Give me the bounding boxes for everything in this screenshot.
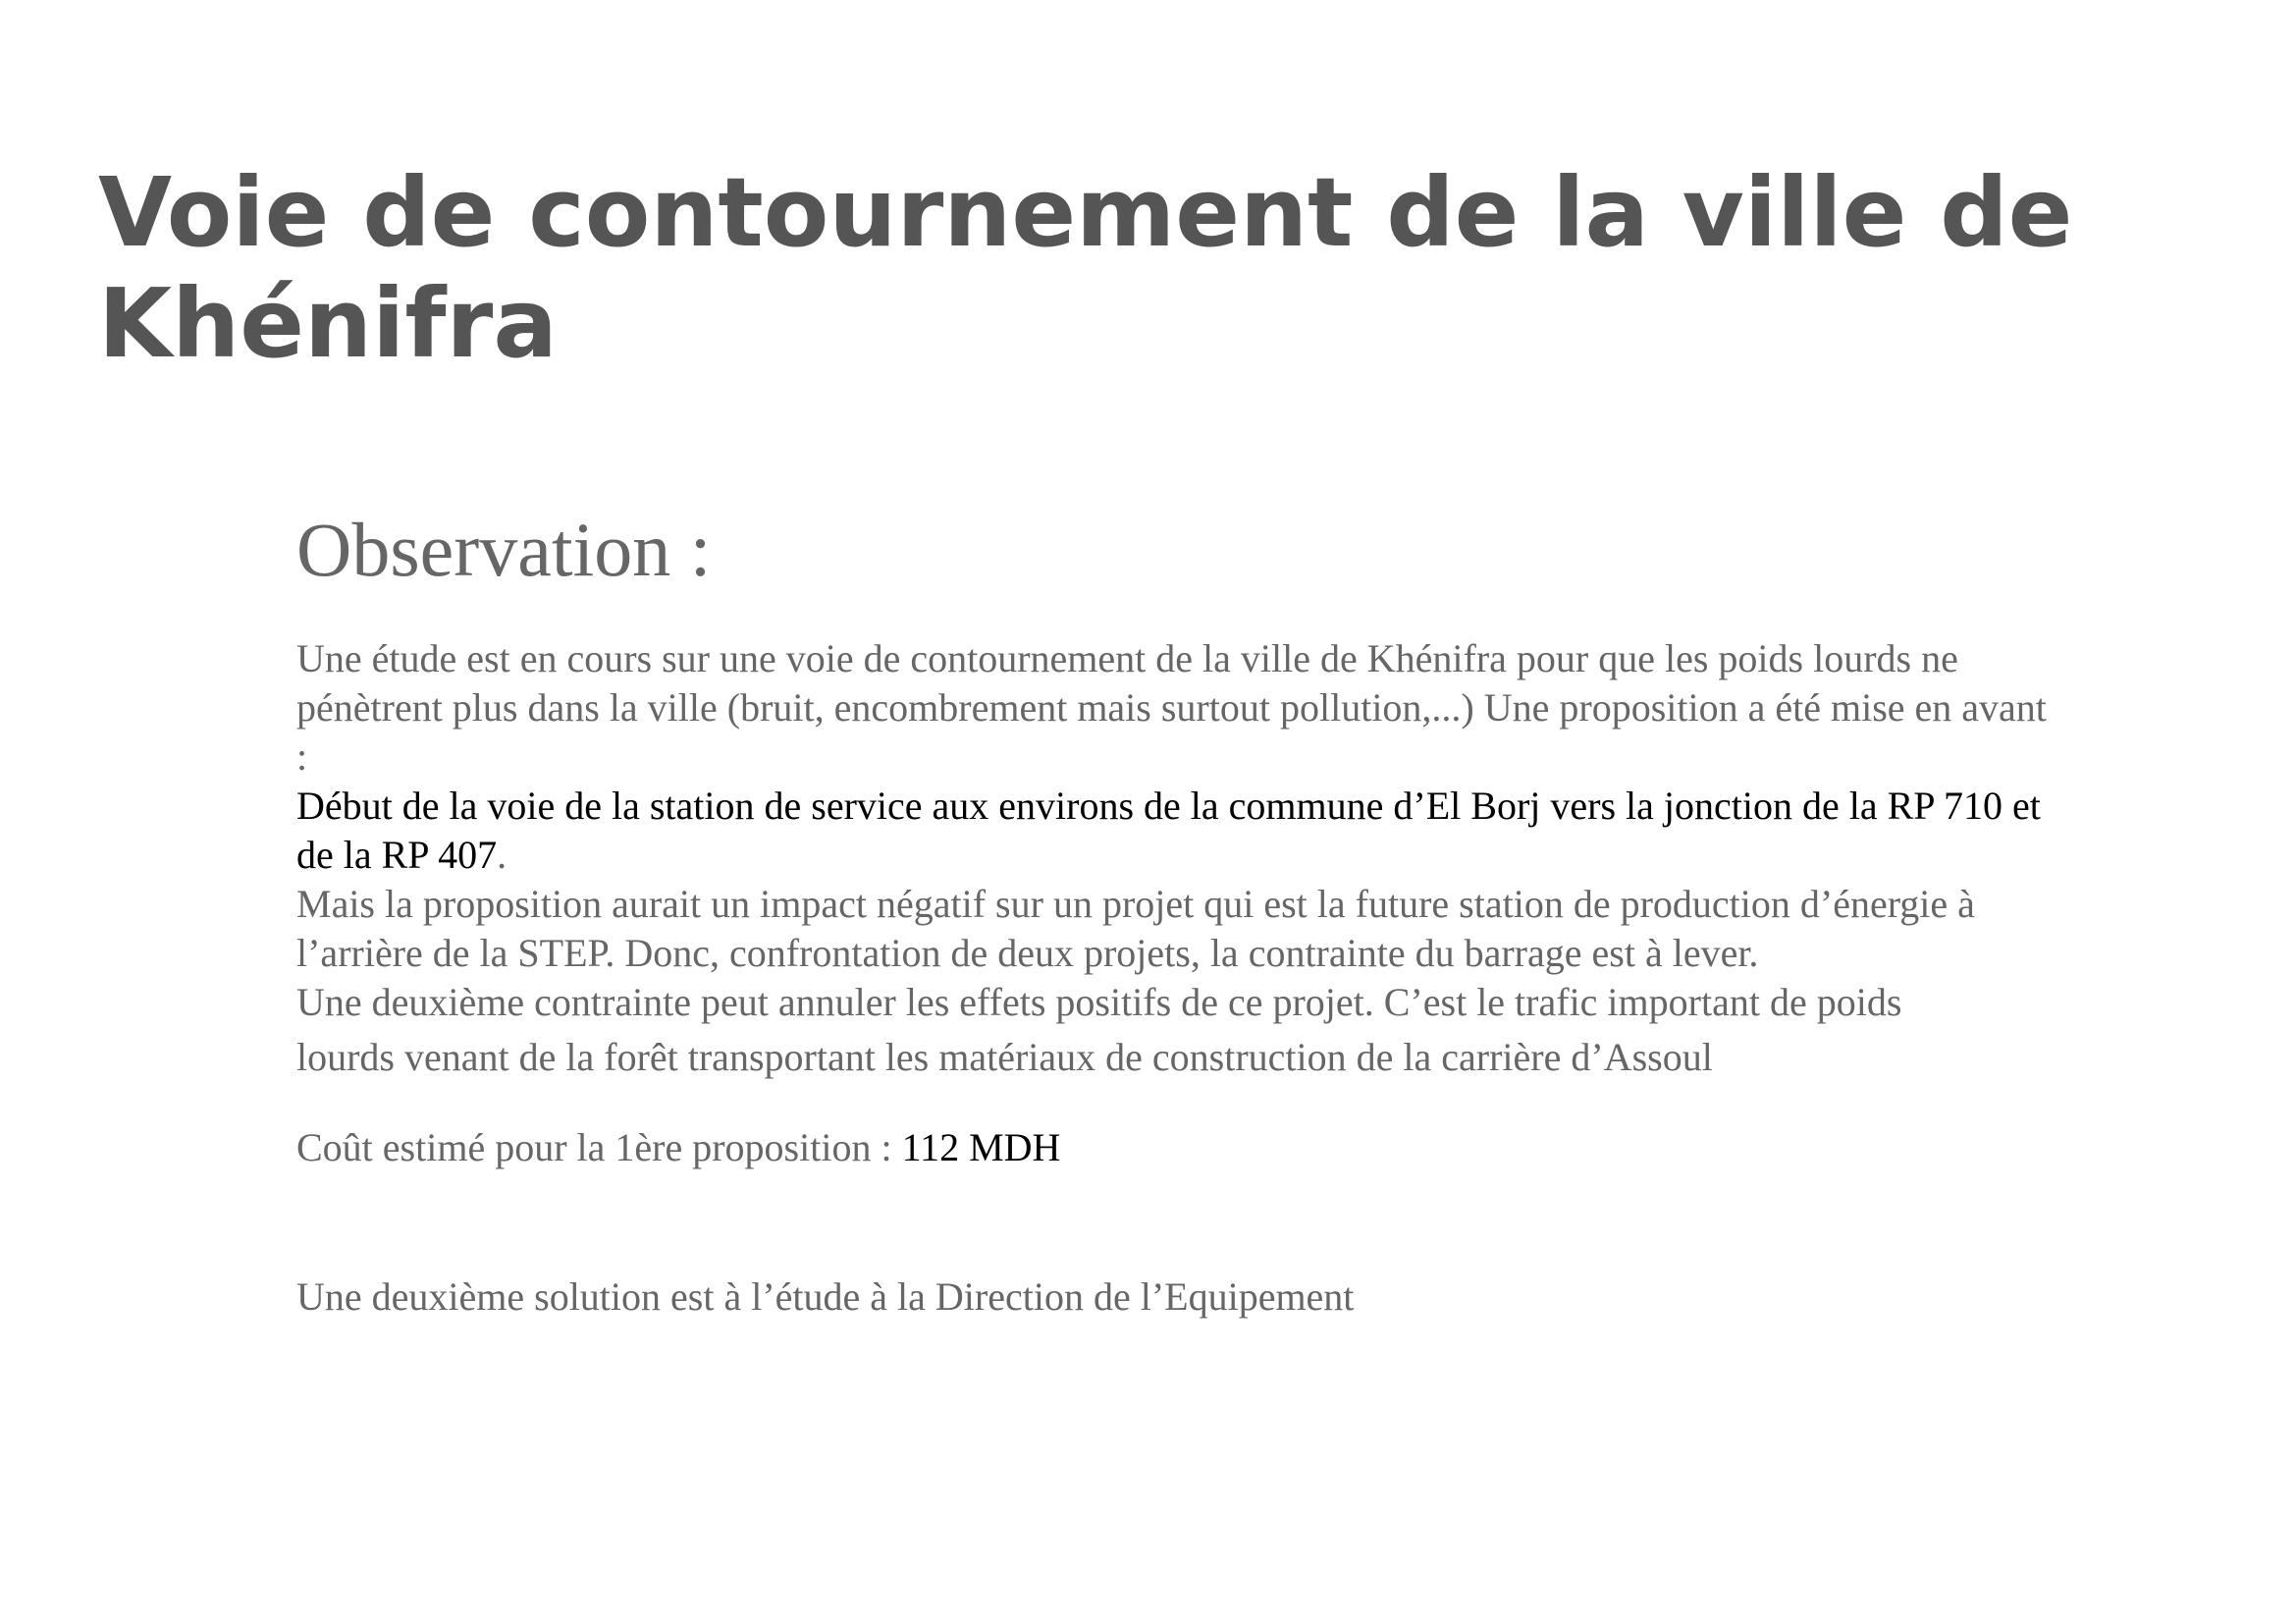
intro-paragraph — [296, 634, 2063, 782]
second-solution-paragraph — [296, 1272, 2063, 1322]
slide-title: Voie de contournement de la ville de Khénifra — [98, 157, 2073, 379]
observation-section — [296, 501, 2063, 1322]
impact-paragraph — [296, 880, 2063, 978]
intro-text: Une étude est en cours sur une voie de contournement de la ville de Khénifra pour que les poids lourds ne pénètrent plus dans la ville (bruit, encombrement mais surtout pollution,...) Une proposition a été mise en avant : — [296, 636, 2047, 779]
proposal-text: Début de la voie de la station de service aux environs de la commune d’El Borj vers la jonction de la RP 710 et de la RP 407 — [296, 784, 2041, 877]
proposal-paragraph — [296, 782, 2063, 880]
second-constraint-line1: Une deuxième contrainte peut annuler les effets positifs de ce projet. C’est le trafic important de poids — [296, 980, 1902, 1024]
second-solution-text: Une deuxième solution est à l’étude à la Direction de l’Equipement — [296, 1274, 1355, 1319]
cost-value: 112 MDH — [901, 1125, 1061, 1169]
second-constraint-paragraph — [296, 978, 2063, 1027]
second-constraint-line2: lourds venant de la forêt transportant les matériaux de construction de la carrière d’Assoul — [296, 1035, 1713, 1079]
proposal-period: . — [497, 833, 507, 877]
cost-label: Coût estimé pour la 1ère proposition : — [296, 1125, 902, 1169]
cost-paragraph — [296, 1123, 2063, 1172]
impact-text: Mais la proposition aurait un impact négatif sur un projet qui est la future station de production d’énergie à l’arrière de la STEP. Donc, confrontation de deux projets, la contrainte du barrage est à lever. — [296, 882, 1975, 975]
second-constraint-paragraph-cont — [296, 1033, 2063, 1082]
observation-heading: Observation : — [296, 507, 712, 592]
